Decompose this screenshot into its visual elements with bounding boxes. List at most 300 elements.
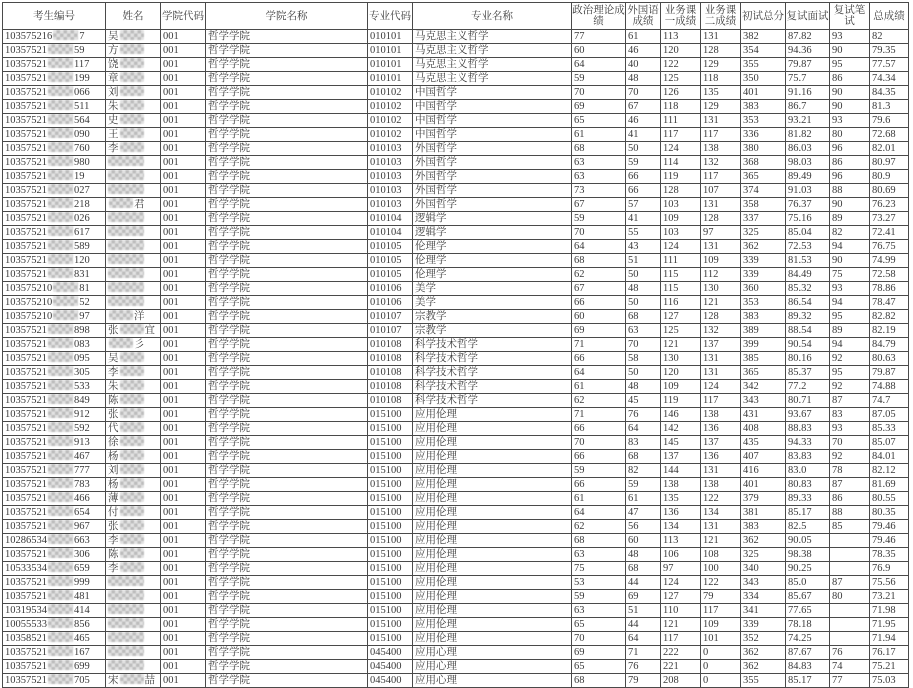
candidate-id-cell: 10357521 980	[3, 156, 106, 170]
initial-total-cell: 374	[741, 184, 786, 198]
table-row	[3, 562, 909, 576]
college-name-cell: 哲学学院	[206, 590, 368, 604]
interview-score-cell: 98.38	[786, 548, 830, 562]
candidate-id-cell: 103575210 97	[3, 310, 106, 324]
redacted-blur	[120, 128, 144, 138]
name-cell	[106, 226, 161, 240]
name-cell: 刘	[106, 86, 161, 100]
college-name-cell: 哲学学院	[206, 492, 368, 506]
major-name-cell: 科学技术哲学	[413, 352, 572, 366]
candidate-id-cell: 10357521 511	[3, 100, 106, 114]
redacted-blur	[120, 352, 144, 362]
college-name-cell: 哲学学院	[206, 268, 368, 282]
college-code-cell: 001	[161, 562, 206, 576]
name-cell	[106, 282, 161, 296]
redacted-blur	[53, 30, 78, 40]
course2-score-cell: 138	[701, 408, 741, 422]
politics-score-cell: 67	[572, 282, 626, 296]
written-score-cell: 87	[830, 394, 870, 408]
politics-score-cell: 69	[572, 324, 626, 338]
table-row	[3, 72, 909, 86]
final-score-cell: 80.35	[870, 506, 909, 520]
col-header-major-code: 专业代码	[368, 3, 413, 30]
college-name-cell: 哲学学院	[206, 30, 368, 44]
written-score-cell: 85	[830, 520, 870, 534]
foreign-language-score-cell: 44	[626, 618, 661, 632]
candidate-id-cell: 10357521 481	[3, 590, 106, 604]
redacted-blur	[120, 72, 144, 82]
course2-score-cell: 124	[701, 380, 741, 394]
college-name-cell: 哲学学院	[206, 226, 368, 240]
initial-total-cell: 354	[741, 44, 786, 58]
college-name-cell: 哲学学院	[206, 506, 368, 520]
name-cell	[106, 268, 161, 282]
college-code-cell: 001	[161, 674, 206, 688]
major-code-cell: 045400	[368, 646, 413, 660]
written-score-cell: 89	[830, 324, 870, 338]
foreign-language-score-cell: 48	[626, 282, 661, 296]
written-score-cell: 95	[830, 58, 870, 72]
name-cell: 王	[106, 128, 161, 142]
foreign-language-score-cell: 45	[626, 394, 661, 408]
redacted-blur	[108, 254, 144, 264]
table-row	[3, 310, 909, 324]
written-score-cell: 96	[830, 170, 870, 184]
table-row	[3, 506, 909, 520]
initial-total-cell: 401	[741, 478, 786, 492]
final-score-cell: 72.41	[870, 226, 909, 240]
course2-score-cell: 101	[701, 632, 741, 646]
major-code-cell: 010105	[368, 240, 413, 254]
college-code-cell: 001	[161, 548, 206, 562]
course2-score-cell: 131	[701, 366, 741, 380]
name-cell	[106, 254, 161, 268]
written-score-cell: 92	[830, 450, 870, 464]
written-score-cell: 88	[830, 184, 870, 198]
major-name-cell: 马克思主义哲学	[413, 30, 572, 44]
college-name-cell: 哲学学院	[206, 380, 368, 394]
major-code-cell: 015100	[368, 464, 413, 478]
initial-total-cell: 355	[741, 674, 786, 688]
course1-score-cell: 136	[661, 506, 701, 520]
course1-score-cell: 111	[661, 254, 701, 268]
major-code-cell: 010105	[368, 254, 413, 268]
redacted-blur	[120, 366, 144, 376]
course2-score-cell: 109	[701, 618, 741, 632]
candidate-id-cell: 10357521 777	[3, 464, 106, 478]
major-name-cell: 应用伦理	[413, 492, 572, 506]
college-name-cell: 哲学学院	[206, 212, 368, 226]
college-name-cell: 哲学学院	[206, 562, 368, 576]
redacted-blur	[120, 100, 144, 110]
college-code-cell: 001	[161, 338, 206, 352]
final-score-cell: 78.35	[870, 548, 909, 562]
major-name-cell: 应用伦理	[413, 422, 572, 436]
initial-total-cell: 362	[741, 240, 786, 254]
redacted-blur	[120, 464, 144, 474]
name-cell: 君	[106, 198, 161, 212]
candidate-id-cell: 10357521 912	[3, 408, 106, 422]
course1-score-cell: 113	[661, 534, 701, 548]
course2-score-cell: 129	[701, 58, 741, 72]
course1-score-cell: 119	[661, 394, 701, 408]
foreign-language-score-cell: 61	[626, 492, 661, 506]
politics-score-cell: 63	[572, 604, 626, 618]
foreign-language-score-cell: 64	[626, 632, 661, 646]
college-name-cell: 哲学学院	[206, 282, 368, 296]
final-score-cell: 81.3	[870, 100, 909, 114]
initial-total-cell: 341	[741, 604, 786, 618]
redacted-blur	[48, 366, 73, 376]
course2-score-cell: 109	[701, 254, 741, 268]
redacted-blur	[120, 422, 144, 432]
politics-score-cell: 60	[572, 310, 626, 324]
initial-total-cell: 337	[741, 212, 786, 226]
initial-total-cell: 336	[741, 128, 786, 142]
course2-score-cell: 138	[701, 142, 741, 156]
written-score-cell	[830, 604, 870, 618]
redacted-blur	[48, 86, 73, 96]
table-row	[3, 128, 909, 142]
course1-score-cell: 117	[661, 632, 701, 646]
final-score-cell: 79.46	[870, 534, 909, 548]
interview-score-cell: 83.83	[786, 450, 830, 464]
course1-score-cell: 122	[661, 58, 701, 72]
foreign-language-score-cell: 67	[626, 100, 661, 114]
major-name-cell: 应用心理	[413, 674, 572, 688]
foreign-language-score-cell: 63	[626, 324, 661, 338]
major-code-cell: 015100	[368, 576, 413, 590]
redacted-blur	[48, 660, 73, 670]
name-cell: 朱	[106, 100, 161, 114]
major-name-cell: 宗教学	[413, 310, 572, 324]
course1-score-cell: 130	[661, 352, 701, 366]
politics-score-cell: 71	[572, 338, 626, 352]
college-code-cell: 001	[161, 156, 206, 170]
name-cell: 史	[106, 114, 161, 128]
course2-score-cell: 130	[701, 282, 741, 296]
course1-score-cell: 142	[661, 422, 701, 436]
major-code-cell: 010103	[368, 184, 413, 198]
course2-score-cell: 132	[701, 156, 741, 170]
col-header-major-name: 专业名称	[413, 3, 572, 30]
written-score-cell: 80	[830, 590, 870, 604]
written-score-cell: 86	[830, 156, 870, 170]
course2-score-cell: 136	[701, 450, 741, 464]
table-row	[3, 422, 909, 436]
politics-score-cell: 68	[572, 534, 626, 548]
foreign-language-score-cell: 66	[626, 170, 661, 184]
redacted-blur	[120, 44, 144, 54]
table-row	[3, 380, 909, 394]
redacted-blur	[108, 212, 144, 222]
redacted-blur	[48, 604, 73, 614]
politics-score-cell: 66	[572, 478, 626, 492]
foreign-language-score-cell: 44	[626, 576, 661, 590]
redacted-blur	[48, 562, 73, 572]
redacted-blur	[108, 296, 144, 306]
name-cell	[106, 660, 161, 674]
final-score-cell: 71.94	[870, 632, 909, 646]
course1-score-cell: 115	[661, 268, 701, 282]
foreign-language-score-cell: 61	[626, 30, 661, 44]
table-row	[3, 436, 909, 450]
written-score-cell: 80	[830, 128, 870, 142]
major-name-cell: 美学	[413, 296, 572, 310]
final-score-cell: 76.75	[870, 240, 909, 254]
col-header-name: 姓名	[106, 3, 161, 30]
redacted-blur	[120, 58, 144, 68]
foreign-language-score-cell: 48	[626, 72, 661, 86]
redacted-blur	[120, 506, 144, 516]
course1-score-cell: 111	[661, 114, 701, 128]
politics-score-cell: 63	[572, 156, 626, 170]
course2-score-cell: 131	[701, 198, 741, 212]
foreign-language-score-cell: 41	[626, 212, 661, 226]
table-row	[3, 632, 909, 646]
final-score-cell: 73.27	[870, 212, 909, 226]
major-name-cell: 应用伦理	[413, 408, 572, 422]
college-code-cell: 001	[161, 632, 206, 646]
course1-score-cell: 138	[661, 478, 701, 492]
final-score-cell: 82.01	[870, 142, 909, 156]
written-score-cell: 88	[830, 506, 870, 520]
college-code-cell: 001	[161, 506, 206, 520]
college-name-cell: 哲学学院	[206, 338, 368, 352]
major-code-cell: 010108	[368, 366, 413, 380]
politics-score-cell: 70	[572, 632, 626, 646]
redacted-blur	[48, 254, 73, 264]
major-name-cell: 应用伦理	[413, 590, 572, 604]
foreign-language-score-cell: 59	[626, 156, 661, 170]
college-code-cell: 001	[161, 240, 206, 254]
college-name-cell: 哲学学院	[206, 366, 368, 380]
redacted-blur	[53, 310, 78, 320]
redacted-blur	[108, 156, 144, 166]
final-score-cell: 76.9	[870, 562, 909, 576]
major-code-cell: 015100	[368, 534, 413, 548]
candidate-id-cell: 10357521 898	[3, 324, 106, 338]
course1-score-cell: 113	[661, 30, 701, 44]
initial-total-cell: 325	[741, 226, 786, 240]
candidate-id-cell: 10357521 095	[3, 352, 106, 366]
college-code-cell: 001	[161, 436, 206, 450]
college-code-cell: 001	[161, 226, 206, 240]
course2-score-cell: 107	[701, 184, 741, 198]
interview-score-cell: 80.71	[786, 394, 830, 408]
final-score-cell: 74.34	[870, 72, 909, 86]
interview-score-cell: 88.54	[786, 324, 830, 338]
major-name-cell: 伦理学	[413, 268, 572, 282]
redacted-blur	[48, 478, 73, 488]
interview-score-cell: 90.25	[786, 562, 830, 576]
candidate-id-cell: 10357521 699	[3, 660, 106, 674]
name-cell: 饶	[106, 58, 161, 72]
col-header-college-name: 学院名称	[206, 3, 368, 30]
foreign-language-score-cell: 76	[626, 408, 661, 422]
interview-score-cell: 85.17	[786, 506, 830, 520]
major-code-cell: 010103	[368, 198, 413, 212]
politics-score-cell: 69	[572, 100, 626, 114]
major-code-cell: 010101	[368, 44, 413, 58]
major-name-cell: 应用伦理	[413, 548, 572, 562]
interview-score-cell: 82.5	[786, 520, 830, 534]
name-cell: 刘	[106, 464, 161, 478]
final-score-cell: 72.68	[870, 128, 909, 142]
initial-total-cell: 381	[741, 506, 786, 520]
candidate-id-cell: 103575216 7	[3, 30, 106, 44]
foreign-language-score-cell: 50	[626, 142, 661, 156]
final-score-cell: 74.7	[870, 394, 909, 408]
table-row	[3, 646, 909, 660]
table-row	[3, 86, 909, 100]
foreign-language-score-cell: 71	[626, 646, 661, 660]
initial-total-cell: 340	[741, 562, 786, 576]
foreign-language-score-cell: 50	[626, 296, 661, 310]
initial-total-cell: 325	[741, 548, 786, 562]
redacted-blur	[120, 394, 144, 404]
written-score-cell: 94	[830, 338, 870, 352]
candidate-id-cell: 10357521 999	[3, 576, 106, 590]
interview-score-cell: 90.05	[786, 534, 830, 548]
table-row	[3, 366, 909, 380]
course1-score-cell: 106	[661, 548, 701, 562]
table-row	[3, 450, 909, 464]
name-cell: 张	[106, 520, 161, 534]
major-code-cell: 010106	[368, 296, 413, 310]
redacted-blur	[48, 352, 73, 362]
final-score-cell: 80.55	[870, 492, 909, 506]
major-name-cell: 宗教学	[413, 324, 572, 338]
written-score-cell: 83	[830, 408, 870, 422]
major-name-cell: 外国哲学	[413, 156, 572, 170]
course1-score-cell: 134	[661, 520, 701, 534]
major-code-cell: 015100	[368, 520, 413, 534]
politics-score-cell: 62	[572, 268, 626, 282]
foreign-language-score-cell: 58	[626, 352, 661, 366]
course2-score-cell: 132	[701, 324, 741, 338]
college-code-cell: 001	[161, 646, 206, 660]
final-score-cell: 74.99	[870, 254, 909, 268]
politics-score-cell: 66	[572, 450, 626, 464]
major-name-cell: 应用伦理	[413, 576, 572, 590]
interview-score-cell: 93.67	[786, 408, 830, 422]
college-name-cell: 哲学学院	[206, 170, 368, 184]
major-name-cell: 马克思主义哲学	[413, 44, 572, 58]
candidate-id-cell: 10357521 967	[3, 520, 106, 534]
table-header-row	[3, 3, 909, 30]
college-code-cell: 001	[161, 492, 206, 506]
interview-score-cell: 90.54	[786, 338, 830, 352]
politics-score-cell: 63	[572, 548, 626, 562]
course2-score-cell: 131	[701, 352, 741, 366]
redacted-blur	[48, 324, 73, 334]
written-score-cell: 95	[830, 366, 870, 380]
major-name-cell: 中国哲学	[413, 100, 572, 114]
initial-total-cell: 362	[741, 660, 786, 674]
redacted-blur	[48, 128, 73, 138]
college-code-cell: 001	[161, 100, 206, 114]
final-score-cell: 75.03	[870, 674, 909, 688]
foreign-language-score-cell: 50	[626, 268, 661, 282]
college-code-cell: 001	[161, 576, 206, 590]
col-header-interview-score: 复试面试	[786, 3, 830, 30]
redacted-blur	[53, 296, 78, 306]
college-name-cell: 哲学学院	[206, 324, 368, 338]
major-name-cell: 中国哲学	[413, 86, 572, 100]
college-code-cell: 001	[161, 618, 206, 632]
course1-score-cell: 222	[661, 646, 701, 660]
major-name-cell: 外国哲学	[413, 184, 572, 198]
redacted-blur	[48, 240, 73, 250]
college-name-cell: 哲学学院	[206, 576, 368, 590]
table-row	[3, 142, 909, 156]
redacted-blur	[48, 198, 73, 208]
politics-score-cell: 77	[572, 30, 626, 44]
candidate-id-cell: 10357521 027	[3, 184, 106, 198]
major-name-cell: 科学技术哲学	[413, 366, 572, 380]
name-cell: 付	[106, 506, 161, 520]
course2-score-cell: 97	[701, 226, 741, 240]
name-cell	[106, 576, 161, 590]
table-row	[3, 478, 909, 492]
course2-score-cell: 129	[701, 100, 741, 114]
name-cell: 代	[106, 422, 161, 436]
foreign-language-score-cell: 82	[626, 464, 661, 478]
major-code-cell: 010101	[368, 72, 413, 86]
politics-score-cell: 66	[572, 296, 626, 310]
college-name-cell: 哲学学院	[206, 548, 368, 562]
course1-score-cell: 146	[661, 408, 701, 422]
name-cell: 吴	[106, 30, 161, 44]
course1-score-cell: 118	[661, 100, 701, 114]
interview-score-cell: 83.0	[786, 464, 830, 478]
candidate-id-cell: 10357521 831	[3, 268, 106, 282]
major-code-cell: 045400	[368, 674, 413, 688]
college-name-cell: 哲学学院	[206, 142, 368, 156]
interview-score-cell: 98.03	[786, 156, 830, 170]
course1-score-cell: 125	[661, 324, 701, 338]
college-code-cell: 001	[161, 422, 206, 436]
major-name-cell: 中国哲学	[413, 114, 572, 128]
initial-total-cell: 339	[741, 268, 786, 282]
initial-total-cell: 382	[741, 30, 786, 44]
final-score-cell: 82.19	[870, 324, 909, 338]
redacted-blur	[48, 408, 73, 418]
name-cell: 李	[106, 142, 161, 156]
college-code-cell: 001	[161, 660, 206, 674]
college-name-cell: 哲学学院	[206, 128, 368, 142]
col-header-written-score: 复试笔试	[830, 3, 870, 30]
initial-total-cell: 383	[741, 310, 786, 324]
candidate-id-cell: 10055533 856	[3, 618, 106, 632]
initial-total-cell: 431	[741, 408, 786, 422]
final-score-cell: 80.63	[870, 352, 909, 366]
redacted-blur	[48, 170, 73, 180]
course2-score-cell: 131	[701, 30, 741, 44]
course2-score-cell: 79	[701, 590, 741, 604]
table-row	[3, 492, 909, 506]
foreign-language-score-cell: 55	[626, 226, 661, 240]
redacted-blur	[48, 674, 73, 684]
major-code-cell: 015100	[368, 618, 413, 632]
major-code-cell: 015100	[368, 590, 413, 604]
initial-total-cell: 343	[741, 576, 786, 590]
interview-score-cell: 86.7	[786, 100, 830, 114]
name-cell: 张	[106, 408, 161, 422]
redacted-blur	[48, 156, 73, 166]
candidate-id-cell: 10533534 659	[3, 562, 106, 576]
